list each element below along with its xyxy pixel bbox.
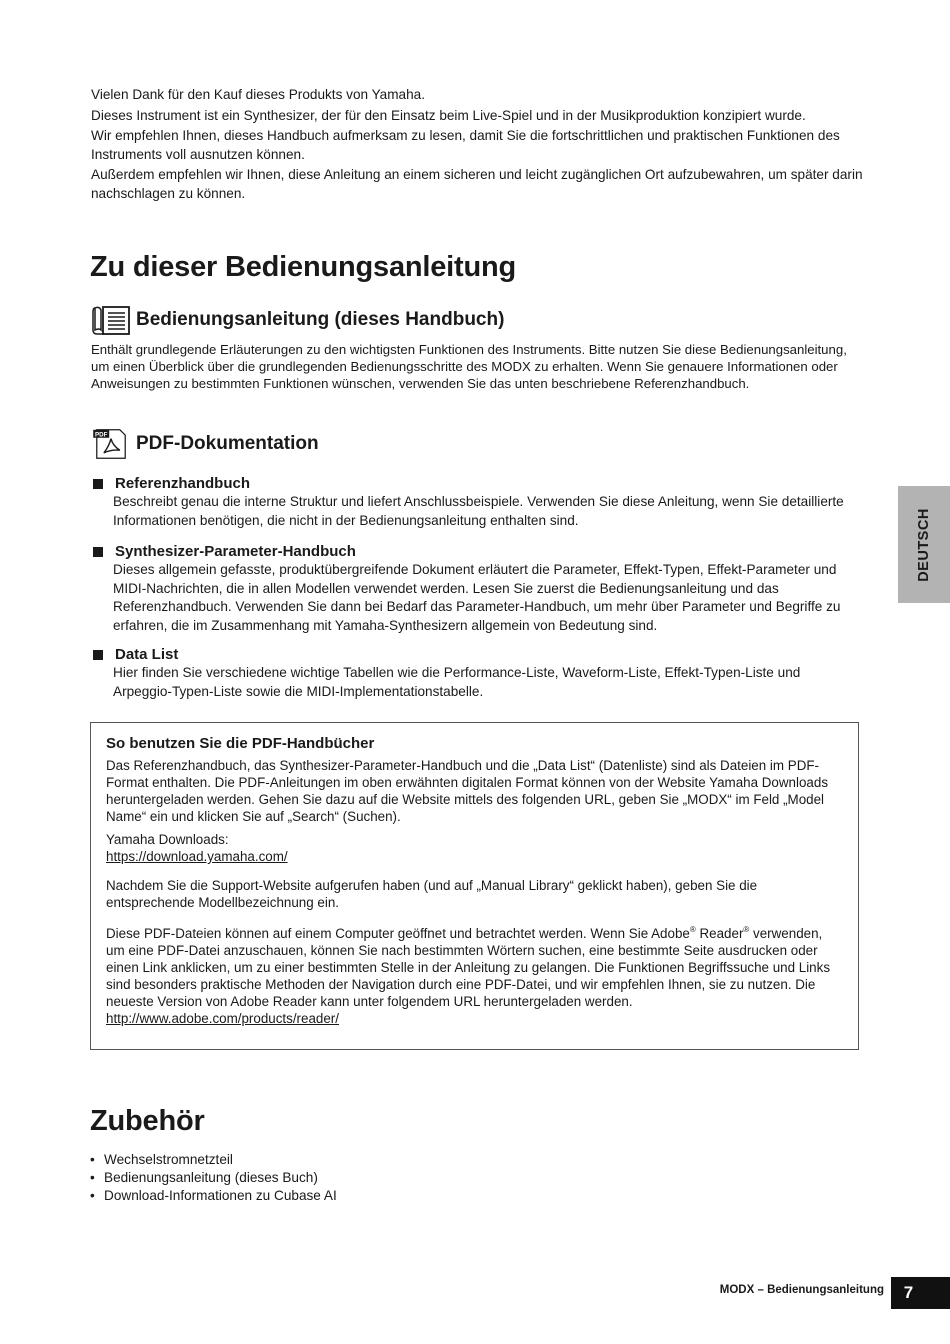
manual-book-icon bbox=[91, 304, 131, 336]
pdf-item-parameter-manual bbox=[91, 543, 861, 635]
accessories-list bbox=[90, 1151, 337, 1206]
list-item: • Wechselstromnetzteil bbox=[90, 1151, 337, 1169]
box-title: So benutzen Sie die PDF-Handbücher bbox=[106, 735, 375, 752]
pdf-document-icon bbox=[91, 428, 131, 460]
pdf-item-data-list bbox=[91, 646, 861, 701]
page-number: 7 bbox=[891, 1277, 950, 1309]
bullet-icon: • bbox=[90, 1152, 95, 1167]
bullet-icon: • bbox=[90, 1188, 95, 1204]
registered-mark: ® bbox=[743, 925, 750, 934]
pdf-item-reference bbox=[91, 475, 861, 530]
handbook-heading bbox=[91, 304, 504, 336]
pdf-usage-box bbox=[90, 722, 859, 1050]
handbook-title: Bedienungsanleitung (dieses Handbuch) bbox=[136, 309, 505, 330]
list-item: • Bedienungsanleitung (dieses Buch) bbox=[90, 1169, 337, 1187]
box-paragraph: Nachdem Sie die Support-Website aufgerufen haben (und auf „Manual Library“ geklickt haben), geben Sie die entsprechende Modellbezeichnung ein. bbox=[106, 878, 758, 910]
box-paragraph: Das Referenzhandbuch, das Synthesizer-Parameter-Handbuch und die „Data List“ (Datenliste) sind als Dateien im PDF-Format enthalten. Die PDF-Anleitungen im oben erwähnten digitalen Format können von der Website Yamaha Downloads heruntergeladen werden. Gehen Sie dazu auf die Website mittels des folgenden URL, geben Sie „MODX“ im Feld „Model Name“ ein und klicken Sie auf „Search“ (Suchen). bbox=[106, 758, 829, 824]
intro-paragraph: Außerdem empfehlen wir Ihnen, diese Anleitung an einem sicheren und leicht zugänglichen Ort aufzubewahren, um später darin nachschlagen zu können. bbox=[91, 167, 863, 201]
box-paragraph-adobe: Diese PDF-Dateien können auf einem Computer geöffnet und betrachtet werden. Wenn Sie Adobe® Reader® verwenden, um eine PDF-Datei anzuschauen, können Sie nach bestimmten Wörtern suchen, eine bestimmte Seite ausdrucken oder einen Link anklicken, um zu einer bestimmten Stelle in der Anleitung zu gelangen. Die Funktionen Begriffssuche und Links sind besonders praktische Methoden der Navigation durch eine PDF-Datei, und wir empfehlen Ihnen, sie zu nutzen. Die neueste Version von Adobe Reader kann unter folgendem URL heruntergeladen werden. bbox=[106, 925, 831, 1009]
handbook-description: Enthält grundlegende Erläuterungen zu den wichtigsten Funktionen des Instruments. Bitte nutzen Sie diese Bedienungsanleitung, um einen Überblick über die grundlegenden Bedienungsschritte des MODX zu erhalten. Wenn Sie genauere Informationen oder Anweisungen zu bestimmten Funktionen wünschen, verwenden Sie das unten beschriebene Referenzhandbuch. bbox=[91, 342, 847, 391]
intro-paragraph: Dieses Instrument ist ein Synthesizer, der für den Einsatz beim Live-Spiel und in der Musikproduktion konzipiert wurde. bbox=[91, 107, 806, 123]
pdf-item-description: Beschreibt genau die interne Struktur und liefert Anschlussbeispiele. Verwenden Sie diese Anleitung, wenn Sie detaillierte Informationen benötigen, die nicht in der Bedienungsanleitung enthalten sind. bbox=[113, 494, 844, 528]
list-item: • Download-Informationen zu Cubase AI bbox=[90, 1187, 337, 1205]
pdf-item-title: Referenzhandbuch bbox=[115, 475, 251, 492]
pdf-item-description: Hier finden Sie verschiedene wichtige Tabellen wie die Performance-Liste, Waveform-Liste, Effekt-Typen-Liste und Arpeggio-Typen-Liste sowie die MIDI-Implementationstabelle. bbox=[113, 665, 801, 699]
pdf-item-title: Data List bbox=[115, 646, 179, 663]
square-bullet-icon bbox=[93, 547, 103, 557]
section-title-accessories: Zubehör bbox=[90, 1105, 205, 1137]
square-bullet-icon bbox=[93, 650, 103, 660]
footer-label: MODX – Bedienungsanleitung bbox=[719, 1284, 884, 1296]
pdf-item-title: Synthesizer-Parameter-Handbuch bbox=[115, 543, 356, 560]
pdf-heading bbox=[91, 428, 319, 460]
pdf-item-description: Dieses allgemein gefasste, produktübergreifende Dokument erläutert die Parameter, Effekt-Typen, Effekt-Parameter und MIDI-Nachrichten, die in allen Modellen verwendet werden. Lesen Sie zuerst die Bedienungsanleitung und das Referenzhandbuch. Verwenden Sie dann bei Bedarf das Parameter-Handbuch, um mehr über Parameter und Begriffe zu erfahren, die im Zusammenhang mit Yamaha-Synthesizern allgemein von Bedeutung sind. bbox=[113, 562, 841, 633]
section-title-about-manual: Zu dieser Bedienungsanleitung bbox=[90, 251, 517, 283]
intro-paragraph: Vielen Dank für den Kauf dieses Produkts von Yamaha. bbox=[91, 87, 426, 102]
pdf-icon-label: PDF bbox=[95, 431, 108, 439]
square-bullet-icon bbox=[93, 479, 103, 489]
downloads-label: Yamaha Downloads: bbox=[106, 832, 229, 847]
language-tab-label: DEUTSCH bbox=[916, 507, 932, 582]
intro-paragraph: Wir empfehlen Ihnen, dieses Handbuch aufmerksam zu lesen, damit Sie die fortschrittlichen und praktischen Funktionen des Instruments voll ausnutzen können. bbox=[91, 128, 840, 162]
bullet-icon: • bbox=[90, 1170, 95, 1186]
pdf-doc-title: PDF-Dokumentation bbox=[136, 433, 319, 454]
intro-text bbox=[91, 86, 871, 205]
language-tab bbox=[898, 486, 950, 603]
adobe-reader-link[interactable]: http://www.adobe.com/products/reader/ bbox=[106, 1011, 339, 1026]
registered-mark: ® bbox=[689, 925, 696, 934]
yamaha-downloads-link[interactable]: https://download.yamaha.com/ bbox=[106, 849, 288, 864]
